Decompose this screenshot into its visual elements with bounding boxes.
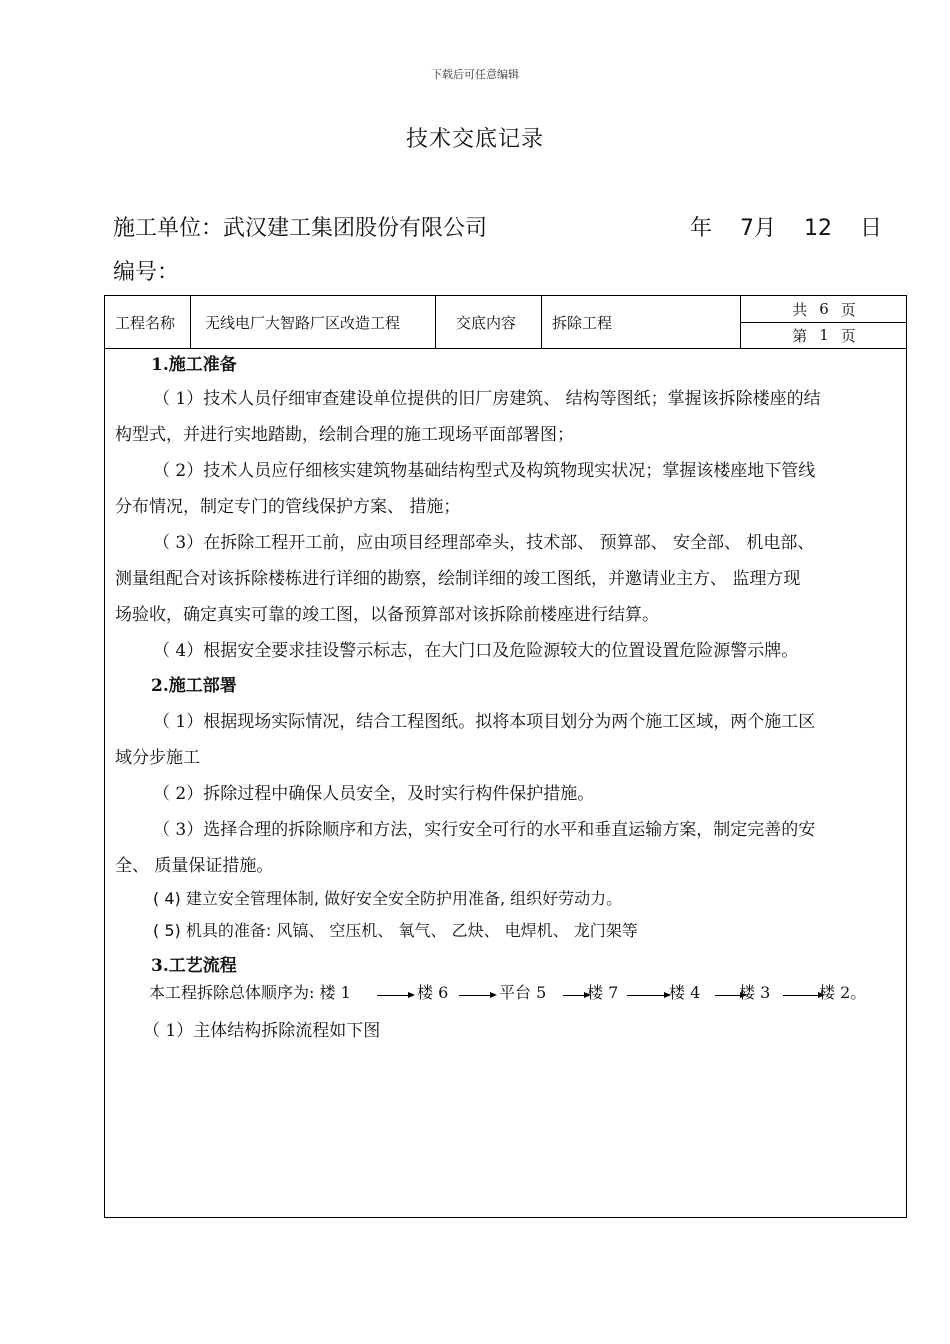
header-row-divider [105, 348, 906, 349]
paragraph-line: 分布情况，制定专门的管线保护方案、 措施； [115, 497, 461, 517]
content-value: 拆除工程 [542, 296, 741, 348]
paragraph-line: （ 3）选择合理的拆除顺序和方法，实行安全可行的水平和垂直运输方案，制定完善的安 [153, 820, 816, 840]
project-name-label: 工程名称 [105, 296, 191, 348]
record-date [690, 211, 904, 242]
month-value: 7月 [740, 216, 777, 241]
paragraph-line: （ 2）技术人员应仔细核实建筑物基础结构型式及构筑物现实状况；掌握该楼座地下管线 [153, 461, 816, 481]
arrow-icon [563, 995, 589, 996]
day-value: 12 [804, 216, 833, 241]
construction-unit [113, 211, 487, 242]
paragraph-line: 全、 质量保证措施。 [115, 856, 274, 876]
paragraph-line: ( 5) 机具的准备: 风镐、 空压机、 氧气、 乙炔、 电焊机、 龙门架等 [153, 921, 638, 940]
paragraph-line: （ 4）根据安全要求挂设警示标志，在大门口及危险源较大的位置设置危险源警示牌。 [153, 641, 799, 661]
unit-label: 施工单位： [113, 216, 224, 241]
paragraph-line: （ 2）拆除过程中确保人员安全，及时实行构件保护措施。 [153, 784, 595, 804]
arrow-icon [783, 995, 823, 996]
page-number-value: 1 [819, 326, 829, 344]
sequence-step: 楼 2。 [819, 983, 867, 1002]
page-number-prefix: 第 [792, 326, 808, 345]
arrow-icon [459, 995, 495, 996]
unit-value: 武汉建工集团股份有限公司 [223, 216, 488, 241]
paragraph-line: （ 3）在拆除工程开工前，应由项目经理部牵头，技术部、 预算部、 安全部、 机电部、 [153, 533, 815, 553]
content-label: 交底内容 [436, 296, 542, 348]
sequence-step: 楼 7 [587, 983, 619, 1002]
serial-number: 编号： [113, 260, 180, 285]
section-heading: 2.施工部署 [151, 676, 237, 696]
arrow-icon [627, 995, 669, 996]
paragraph-line: 构型式，并进行实地踏勘，绘制合理的施工现场平面部署图； [115, 425, 574, 445]
total-pages-prefix: 共 [792, 300, 808, 319]
sequence-step: 楼 6 [417, 983, 449, 1002]
arrow-icon [377, 995, 413, 996]
sequence-step: 平台 5 [499, 983, 547, 1002]
project-name-value: 无线电厂大智路厂区改造工程 [191, 296, 436, 348]
section-heading: 1.施工准备 [151, 355, 237, 375]
paragraph-line: 测量组配合对该拆除楼栋进行详细的勘察，绘制详细的竣工图纸，并邀请业主方、 监理方现 [115, 569, 801, 589]
paragraph-line: 域分步施工 [115, 748, 200, 768]
total-pages-count: 6 [819, 300, 829, 318]
sequence-step: 楼 3 [739, 983, 771, 1002]
page-title: 技术交底记录 [405, 127, 544, 152]
page-number-suffix: 页 [840, 326, 856, 345]
sequence-step: 楼 4 [669, 983, 701, 1002]
watermark: 下载后可任意编辑 [431, 68, 519, 81]
paragraph-line: （ 1）主体结构拆除流程如下图 [143, 1021, 381, 1041]
paragraph-line: ( 4) 建立安全管理体制, 做好安全安全防护用准备, 组织好劳动力。 [153, 889, 623, 908]
day-label: 日 [860, 216, 883, 241]
year-label: 年 [690, 216, 713, 241]
section-heading: 3.工艺流程 [151, 956, 237, 976]
paragraph-line: （ 1）根据现场实际情况，结合工程图纸。拟将本项目划分为两个施工区域，两个施工区 [153, 712, 816, 732]
sequence-start: 本工程拆除总体顺序为: 楼 1 [149, 983, 351, 1002]
paragraph-line: 场验收，确定真实可靠的竣工图，以备预算部对该拆除前楼座进行结算。 [115, 605, 659, 625]
total-pages [741, 296, 907, 322]
paragraph-line: （ 1）技术人员仔细审查建设单位提供的旧厂房建筑、 结构等图纸；掌握该拆除楼座的结 [153, 389, 821, 409]
page-number [741, 322, 907, 348]
disclosure-table [104, 295, 907, 1218]
total-pages-suffix: 页 [840, 300, 856, 319]
